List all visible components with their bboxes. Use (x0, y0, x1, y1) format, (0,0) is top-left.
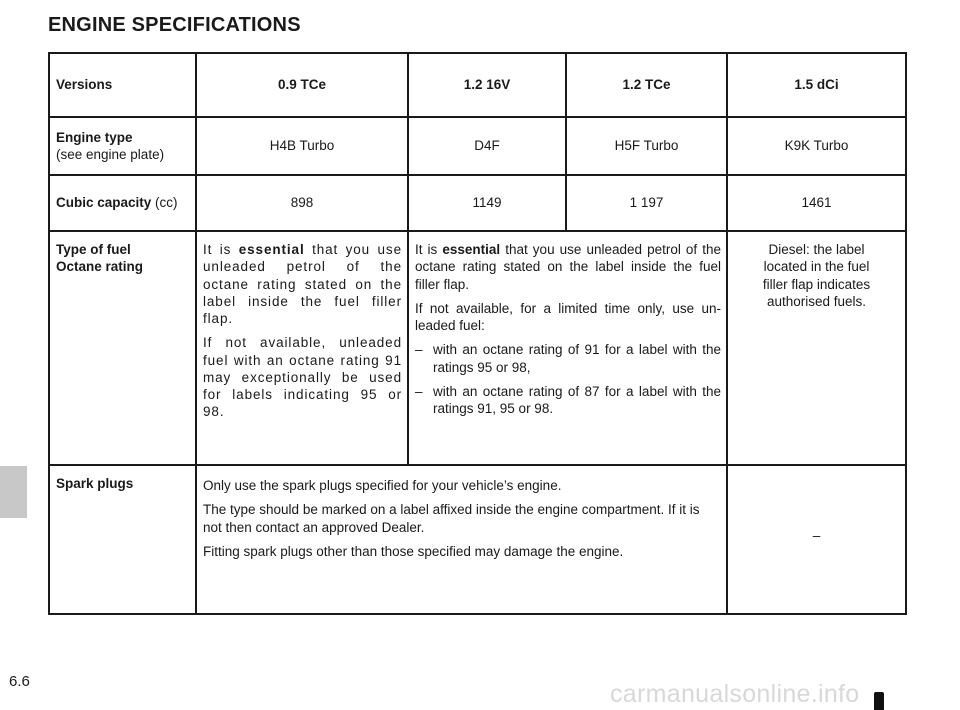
fuel-petrol-tce-cell (196, 231, 408, 465)
list-item-text: with an octane rating of 91 for a label with the ratings 95 or 98, (433, 342, 721, 375)
engine-spec-table (48, 52, 907, 615)
table-row (49, 117, 906, 175)
text-run: that you use unleaded petrol of the octane rating stated on the label inside the fuel filler flap. (415, 242, 721, 292)
spark-plugs-p1: Only use the spark plugs specified for your vehicle’s engine. (203, 478, 562, 493)
fuel-petrol-16v-p2: If not available, for a limited time only, use un-leaded fuel: (415, 300, 721, 334)
octane-rating-title: Octane rating (56, 259, 144, 275)
text-run-bold: essential (442, 242, 501, 257)
corner-mark (874, 692, 884, 710)
version-header-0-9-tce: 0.9 TCe (196, 53, 408, 117)
fuel-petrol-16v-p1 (415, 241, 721, 293)
spark-plugs-diesel-cell: – (727, 465, 906, 614)
spark-plugs-p3: Fitting spark plugs other than those specified may damage the engine. (203, 543, 624, 559)
fuel-petrol-tce-p2: If not available, unleaded fuel with an octane rating 91 may exceptionally be used for labels indicating 95 or 98. (203, 335, 402, 420)
list-item-text: with an octane rating of 87 for a label with the ratings 91, 95 or 98. (433, 383, 721, 417)
engine-type-cell: H4B Turbo (196, 117, 408, 175)
table-row (49, 231, 906, 465)
version-header-1-2-16v: 1.2 16V (408, 53, 566, 117)
engine-type-label (49, 117, 196, 175)
text-run: It is (415, 242, 443, 257)
engine-type-cell: H5F Turbo (566, 117, 727, 175)
watermark-text: carmanualsonline.info (610, 680, 860, 708)
version-header-1-2-tce: 1.2 TCe (566, 53, 727, 117)
page-number: 6.6 (9, 673, 30, 690)
table-row (49, 53, 906, 117)
engine-type-cell: D4F (408, 117, 566, 175)
bullet-dash: – (415, 383, 423, 399)
capacity-unit: (cc) (151, 195, 178, 211)
table-row (49, 465, 906, 614)
spark-plugs-title: Spark plugs (56, 476, 134, 491)
capacity-title: Cubic capacity (56, 195, 152, 211)
capacity-cell: 1461 (727, 175, 906, 231)
engine-type-cell: K9K Turbo (727, 117, 906, 175)
fuel-diesel-cell: Diesel: the label located in the fuel filler flap indicates authorised fuels. (727, 231, 906, 465)
text-run: It is (203, 242, 239, 257)
engine-type-title: Engine type (56, 129, 133, 145)
section-tab-marker (0, 466, 27, 518)
fuel-label (49, 231, 196, 465)
spark-plugs-label (49, 465, 196, 614)
fuel-type-title: Type of fuel (56, 242, 131, 257)
capacity-label (49, 175, 196, 231)
bullet-dash: – (415, 342, 423, 358)
versions-header: Versions (49, 53, 196, 117)
spark-plugs-cell (196, 465, 727, 614)
engine-type-sublabel: (see engine plate) (56, 147, 165, 162)
list-item (415, 341, 721, 376)
list-item (415, 383, 721, 418)
capacity-cell: 1149 (408, 175, 566, 231)
text-run-bold: essential (238, 242, 305, 257)
fuel-petrol-16v-cell (408, 231, 727, 465)
page-title: ENGINE SPECIFICATIONS (48, 14, 301, 36)
text-run: that you use unleaded petrol of the octane rating stated on the label inside the fuel filler flap. (203, 242, 402, 327)
spark-plugs-p2: The type should be marked on a label affixed inside the engine compartment. If it is not then contact an approved Dealer. (203, 502, 700, 535)
capacity-cell: 1 197 (566, 175, 727, 231)
version-header-1-5-dci: 1.5 dCi (727, 53, 906, 117)
capacity-cell: 898 (196, 175, 408, 231)
fuel-petrol-tce-p1 (203, 241, 402, 327)
table-row (49, 175, 906, 231)
